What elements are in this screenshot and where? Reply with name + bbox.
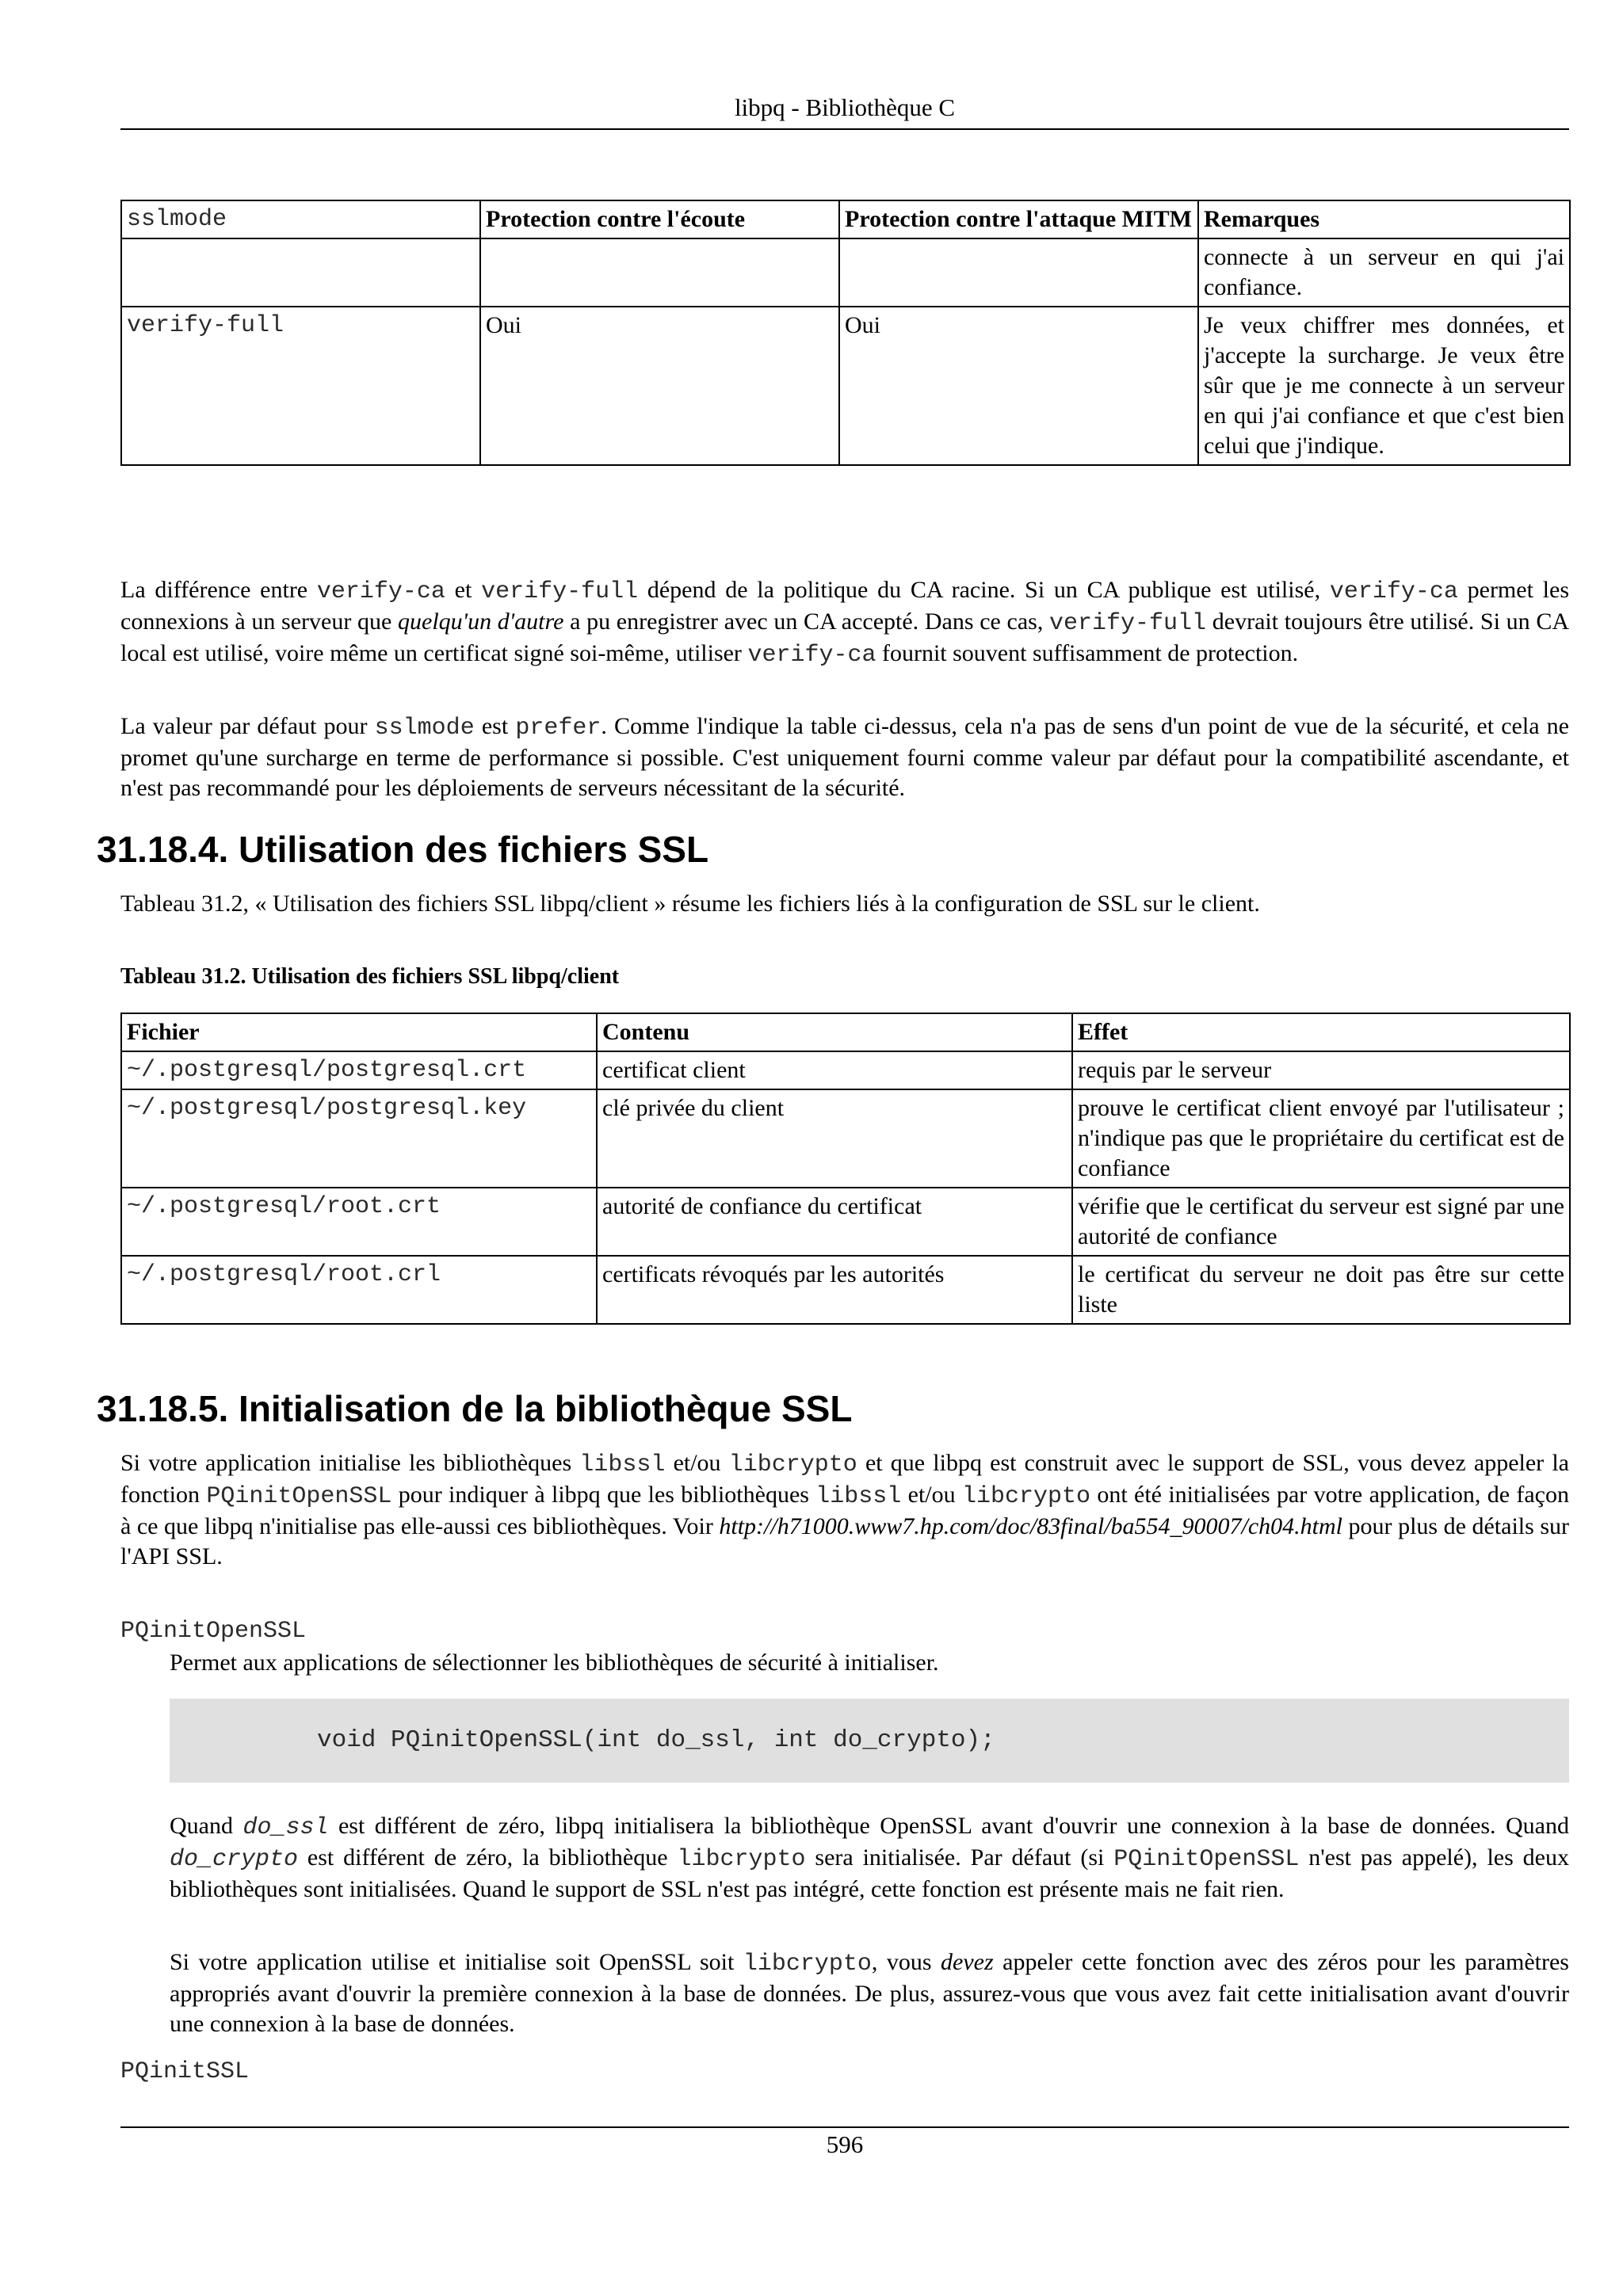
inline-code: libcrypto: [677, 1846, 806, 1873]
table-cell: verify-full: [121, 307, 480, 465]
table-cell: ~/.postgresql/postgresql.key: [121, 1089, 597, 1188]
table-header-cell: Contenu: [597, 1013, 1072, 1051]
running-header: libpq - Bibliothèque C: [734, 93, 956, 121]
table-row: [121, 1051, 1570, 1089]
inline-code: libssl: [579, 1451, 666, 1478]
page-number: 596: [826, 2130, 864, 2158]
section-heading: 31.18.5. Initialisation de la bibliothèque SSL: [97, 1388, 853, 1429]
table-cell: [839, 238, 1198, 307]
table-caption: Tableau 31.2. Utilisation des fichiers SSL libpq/client: [120, 964, 620, 989]
table-cell: vérifie que le certificat du serveur est signé par une autorité de confiance: [1072, 1188, 1570, 1256]
table-cell: Oui: [839, 307, 1198, 465]
inline-code: libcrypto: [743, 1951, 872, 1978]
ssl-files-table: [120, 1013, 1571, 1325]
code-line: void PQinitOpenSSL(int do_ssl, int do_crypto);: [317, 1726, 995, 1754]
emphasis: quelqu'un d'autre: [398, 608, 564, 635]
paragraph-do-ssl: Quand do_ssl est différent de zéro, libpq initialisera la bibliothèque OpenSSL avant d'ouvrir une connexion à la base de données. Quand do_crypto est différent de zéro, la bibliothèque libcrypto sera initialisée. Par défaut (si PQinitOpenSSL n'est pas appelé), les deux bibliothèques sont initialisées. Quand le support de SSL n'est pas intégré, cette fonction est présente mais ne fait rien.: [170, 1813, 1569, 1902]
inline-code: verify-ca: [747, 642, 876, 669]
table-cell: connecte à un serveur en qui j'ai confiance.: [1198, 238, 1570, 307]
function-term: PQinitSSL: [120, 2058, 250, 2085]
inline-code: verify-ca: [1329, 578, 1458, 605]
table-header-cell: Protection contre l'écoute: [480, 200, 839, 238]
section-heading: 31.18.4. Utilisation des fichiers SSL: [97, 829, 709, 870]
table-cell: ~/.postgresql/root.crl: [121, 1256, 597, 1324]
doc-link[interactable]: http://h71000.www7.hp.com/doc/83final/ba554_90007/ch04.html: [719, 1513, 1343, 1539]
table-cell: ~/.postgresql/postgresql.crt: [121, 1051, 597, 1089]
table-header-cell: Remarques: [1198, 200, 1570, 238]
inline-code: libcrypto: [961, 1483, 1091, 1510]
inline-code: PQinitOpenSSL: [206, 1483, 392, 1510]
inline-code: PQinitOpenSSL: [1113, 1846, 1300, 1873]
paragraph-ssl-init: Si votre application initialise les bibliothèques libssl et/ou libcrypto et que libpq est construit avec le support de SSL, vous devez appeler la fonction PQinitOpenSSL pour indiquer à libpq que les bibliothèques libssl et/ou libcrypto ont été initialisées par votre application, de façon à ce que libpq n'initialise pas elle-aussi ces bibliothèques. Voir http://h71000.www7.hp.com/doc/83final/ba554_90007/ch04.html pour plus de détails sur l'API SSL.: [120, 1450, 1569, 1569]
table-cell: [121, 238, 480, 307]
table-row: [121, 1256, 1570, 1324]
table-header-cell: Effet: [1072, 1013, 1570, 1051]
paragraph-must-call: Si votre application utilise et initialise soit OpenSSL soit libcrypto, vous devez appeler cette fonction avec des zéros pour les paramètres appropriés avant d'ouvrir la première connexion à la base de données. De plus, assurez-vous que vous avez fait cette initialisation avant d'ouvrir une connexion à la base de données.: [170, 1949, 1569, 2037]
table-row: [121, 307, 1570, 465]
function-term: PQinitOpenSSL: [120, 1618, 307, 1645]
sslmode-table: [120, 200, 1571, 466]
table-cell: requis par le serveur: [1072, 1051, 1570, 1089]
table-header-row: [121, 200, 1570, 238]
table-row: [121, 1089, 1570, 1188]
table-cell: prouve le certificat client envoyé par l'utilisateur ; n'indique pas que le propriétaire du certificat est de confiance: [1072, 1089, 1570, 1188]
table-header-cell: Protection contre l'attaque MITM: [839, 200, 1198, 238]
table-cell: le certificat du serveur ne doit pas être sur cette liste: [1072, 1256, 1570, 1324]
inline-code: libssl: [815, 1483, 902, 1510]
inline-code: verify-full: [1049, 610, 1207, 637]
code-block: [170, 1699, 1569, 1783]
inline-code: verify-full: [481, 578, 639, 605]
footer-rule: [120, 2126, 1569, 2128]
parameter: do_crypto: [170, 1846, 299, 1873]
inline-code: verify-ca: [316, 578, 445, 605]
parameter: do_ssl: [242, 1814, 329, 1841]
paragraph-verify-difference: La différence entre verify-ca et verify-full dépend de la politique du CA racine. Si un CA publique est utilisé, verify-ca permet les connexions à un serveur que quelqu'un d'autre a pu enregistrer avec un CA accepté. Dans ce cas, verify-full devrait toujours être utilisé. Si un CA local est utilisé, voire même un certificat signé soi-même, utiliser verify-ca fournit souvent suffisamment de protection.: [120, 577, 1570, 669]
table-row: [121, 1188, 1570, 1256]
table-cell: [480, 238, 839, 307]
table-cell: Oui: [480, 307, 839, 465]
table-header-cell: Fichier: [121, 1013, 597, 1051]
table-row: [121, 238, 1570, 307]
table-header-row: [121, 1013, 1570, 1051]
paragraph-sslmode-default: La valeur par défaut pour sslmode est prefer. Comme l'indique la table ci-dessus, cela n'a pas de sens d'un point de vue de la sécurité, et cela ne promet qu'une surcharge en terme de performance si possible. C'est uniquement fourni comme valeur par défaut pour la compatibilité ascendante, et n'est pas recommandé pour les déploiements de serveurs nécessitant de la sécurité.: [120, 713, 1569, 801]
table-cell: certificat client: [597, 1051, 1072, 1089]
emphasis: devez: [941, 1949, 994, 1975]
inline-code: sslmode: [374, 715, 475, 742]
table-cell: Je veux chiffrer mes données, et j'accepte la surcharge. Je veux être sûr que je me connecte à un serveur en qui j'ai confiance et que c'est bien celui que j'indique.: [1198, 307, 1570, 465]
table-cell: ~/.postgresql/root.crt: [121, 1188, 597, 1256]
header-rule: [120, 128, 1569, 130]
table-cell: clé privée du client: [597, 1089, 1072, 1188]
inline-code: prefer: [515, 715, 601, 742]
inline-code: libcrypto: [728, 1451, 857, 1478]
table-header-cell: sslmode: [121, 200, 480, 238]
table-cell: autorité de confiance du certificat: [597, 1188, 1072, 1256]
table-cell: certificats révoqués par les autorités: [597, 1256, 1072, 1324]
function-description: Permet aux applications de sélectionner les bibliothèques de sécurité à initialiser.: [170, 1650, 939, 1676]
section-intro: Tableau 31.2, « Utilisation des fichiers SSL libpq/client » résume les fichiers liés à la configuration de SSL sur le client.: [120, 891, 1260, 917]
